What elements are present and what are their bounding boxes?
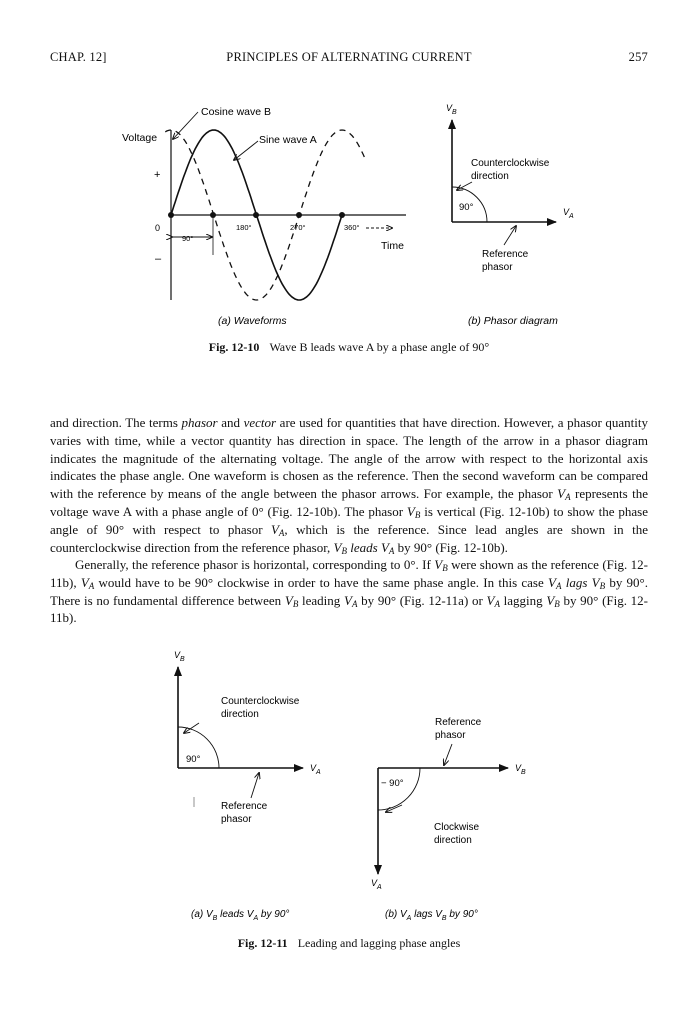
cosine-pointer (173, 112, 198, 139)
shift-label: 90° (182, 234, 194, 243)
svg-text:phasor: phasor (435, 730, 466, 741)
point-360 (339, 212, 345, 218)
point-0 (168, 212, 174, 218)
subcaption-b: (b) Phasor diagram (468, 315, 558, 327)
waveform-diagram (122, 106, 406, 327)
ref-line2: phasor (482, 262, 513, 273)
voltage-label: Voltage (122, 132, 158, 144)
cosine-label: Cosine wave B (201, 106, 272, 118)
minus-sign: – (155, 253, 162, 265)
va-label: $V_A$ (563, 207, 574, 220)
ccw-line1: Counterclockwise (471, 158, 550, 169)
time-label: Time (381, 240, 404, 252)
point-180 (253, 212, 259, 218)
svg-text:Reference: Reference (435, 717, 482, 728)
svg-text:Clockwise: Clockwise (434, 822, 480, 833)
svg-text:Counterclockwise: Counterclockwise (221, 696, 300, 707)
svg-text:Reference: Reference (221, 801, 268, 812)
tick-360: 360° (344, 223, 360, 232)
subcaption-a: (a) Waveforms (218, 315, 287, 327)
svg-text:VA: $V_A$ (310, 763, 321, 776)
tick-270: 270° (290, 223, 306, 232)
fig11b-diagram (371, 717, 526, 922)
svg-text:− 90°: − 90° (381, 778, 404, 789)
fig11-caption: Fig. 12-11 Leading and lagging phase angles (237, 936, 461, 950)
fig11b-subcaption: (b) $V_A$ lags $V_B$ by 90° (385, 909, 478, 922)
ref-line1: Reference (482, 249, 529, 260)
svg-text:VB: $V_B$ (174, 650, 185, 663)
chapter-header: CHAP. 12] (50, 50, 107, 64)
svg-text:VA: $V_A$ (371, 878, 382, 891)
point-270 (296, 212, 302, 218)
svg-text:90°: 90° (186, 754, 201, 765)
tick-180: 180° (236, 223, 252, 232)
body-paragraph-2: Generally, the reference phasor is horizontal, corresponding to 0°. If $V_B$ were shown as the reference (Fig. 12-11b), $V_A$ would have to be 90° clockwise in order to have the same phase angle. In this case $V_A$ lags $V_B$ by 90°. There is no fundamental difference between $V_B$ leading $V_A$ by 90° (Fig. 12-11a) or $V_A$ lagging $V_B$ by 90° (Fig. 12-11b). (50, 557, 649, 626)
vb-label: $V_B$ (446, 103, 457, 116)
fig11a-diagram (174, 650, 321, 922)
ccw-line2: direction (471, 171, 509, 182)
running-title: PRINCIPLES OF ALTERNATING CURRENT (226, 50, 472, 64)
fig10-caption: Fig. 12-10 Wave B leads wave A by a phase angle of 90° (208, 340, 490, 354)
sine-pointer (234, 141, 258, 160)
svg-text:direction: direction (221, 709, 259, 720)
page-number: 257 (628, 50, 648, 64)
angle-label: 90° (459, 202, 474, 213)
fig11a-subcaption: (a) $V_B$ leads $V_A$ by 90° (191, 909, 290, 922)
body-paragraph-1: and direction. The terms phasor and vector are used for quantities that have direction. However, a phasor quantity varies with time, while a vector quantity has direction in space. The length of the arrow in a phasor diagram indicates the magnitude of the alternating voltage. The angle of the arrow with respect to the horizontal axis indicates the phase angle. One waveform is chosen as the reference. Then the second waveform can be compared with the reference by means of the angle between the phasor arrows. For example, the phasor $V_A$ represents the voltage wave A with a phase angle of 0° (Fig. 12-10b). The phasor $V_B$ is vertical (Fig. 12-10b) to show the phase angle of 90° with respect to phasor $V_A$, which is the reference. Since lead angles are shown in the counterclockwise direction from the reference phasor, $V_B$ leads $V_A$ by 90° (Fig. 12-10b). (50, 415, 648, 556)
zero-label: 0 (155, 223, 161, 233)
sine-label: Sine wave A (259, 134, 317, 146)
svg-text:direction: direction (434, 835, 472, 846)
svg-text:phasor: phasor (221, 814, 252, 825)
svg-text:VB: $V_B$ (515, 763, 526, 776)
point-90 (210, 212, 216, 218)
phasor-diagram (446, 103, 574, 327)
plus-sign: + (154, 169, 161, 181)
